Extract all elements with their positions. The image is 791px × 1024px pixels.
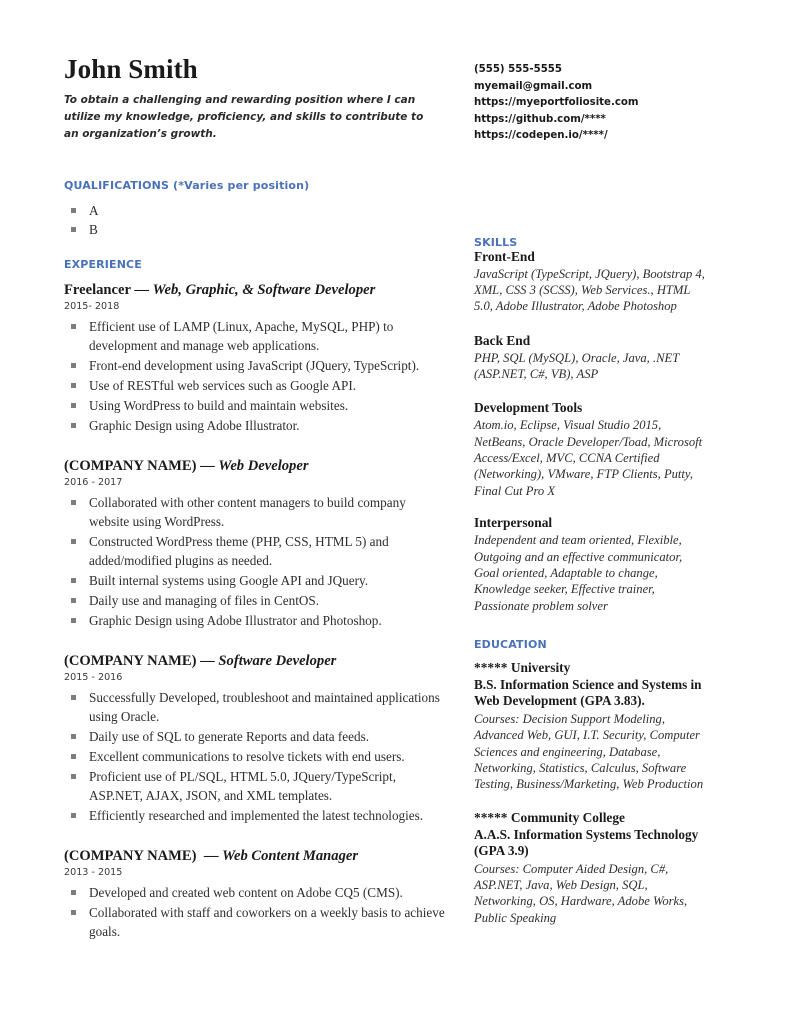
- list-item: Efficient use of LAMP (Linux, Apache, MySQL, PHP) to development and manage web applications.: [64, 317, 446, 355]
- skill-group-body: Independent and team oriented, Flexible, Outgoing and an effective communicator, Goal oriented, Adaptable to change, Knowledge seeker, Effective trainer, Passionate problem solver: [474, 533, 683, 613]
- page-title: John Smith: [64, 54, 198, 84]
- job-title: [64, 458, 446, 475]
- education-heading: EDUCATION: [474, 637, 547, 651]
- list-item: Developed and created web content on Adobe CQ5 (CMS).: [64, 883, 446, 902]
- skills-heading: SKILLS: [474, 235, 518, 249]
- job-dates: 2015- 2018: [64, 301, 120, 313]
- education-school: ***** Community College: [474, 809, 626, 825]
- job-title: [64, 653, 446, 670]
- list-item: Collaborated with other content managers to build company website using WordPress.: [64, 493, 446, 531]
- job-dates: 2016 - 2017: [64, 477, 123, 489]
- list-item: A: [64, 201, 446, 220]
- job-bullets: [64, 883, 446, 941]
- skill-group-body: JavaScript (TypeScript, JQuery), Bootstrap 4, XML, CSS 3 (SCSS), Web Services., HTML 5.0, Adobe Illustrator, Adobe Photoshop: [474, 266, 705, 314]
- job-company: (COMPANY NAME): [64, 848, 197, 865]
- education-section: [474, 638, 706, 926]
- skill-group-name: Back End: [474, 332, 531, 348]
- list-item: Efficiently researched and implemented the latest technologies.: [64, 806, 446, 825]
- list-item: Graphic Design using Adobe Illustrator.: [64, 416, 446, 435]
- experience-entry: [64, 458, 446, 630]
- job-company: Freelancer: [64, 282, 131, 299]
- skill-group-name: Interpersonal: [474, 515, 553, 531]
- contact-codepen-link[interactable]: https://codepen.io/****/: [474, 130, 608, 142]
- job-role: Software Developer: [218, 653, 337, 670]
- list-item: Proficient use of PL/SQL, HTML 5.0, JQuery/TypeScript, ASP.NET, AJAX, JSON, and XML templates.: [64, 767, 446, 805]
- skill-group-front-end: [474, 249, 706, 315]
- skill-group-interpersonal: [474, 515, 706, 614]
- education-degree: A.A.S. Information Systems Technology (GPA 3.9): [474, 826, 699, 859]
- right-column: [474, 62, 706, 940]
- job-title: [64, 848, 446, 865]
- contact-email[interactable]: myemail@gmail.com: [474, 80, 593, 92]
- list-item: Excellent communications to resolve tickets with end users.: [64, 747, 446, 766]
- job-company: (COMPANY NAME): [64, 458, 197, 475]
- job-role: Web Content Manager: [222, 848, 359, 865]
- skill-group-back-end: [474, 333, 706, 383]
- experience-entry: [64, 282, 446, 435]
- list-item: Collaborated with staff and coworkers on a weekly basis to achieve goals.: [64, 903, 446, 941]
- job-bullets: [64, 493, 446, 630]
- left-column: [64, 55, 446, 942]
- job-role: Web, Graphic, & Software Developer: [152, 282, 376, 299]
- education-courses: Courses: Decision Support Modeling, Advanced Web, GUI, I.T. Security, Computer Sciences and engineering, Database, Networking, Statistics, Calculus, Software Testing, Business/Marketing, Web Production: [474, 711, 704, 792]
- skill-group-body: Atom.io, Eclipse, Visual Studio 2015, NetBeans, Oracle Developer/Toad, Microsoft Access/Excel, MVC, CCNA Certified (Networking), VMware, FTP Clients, Putty, Final Cut Pro X: [474, 418, 703, 498]
- list-item: Daily use of SQL to generate Reports and data feeds.: [64, 727, 446, 746]
- list-item: Successfully Developed, troubleshoot and maintained applications using Oracle.: [64, 688, 446, 726]
- job-separator: —: [130, 282, 153, 299]
- list-item: Daily use and managing of files in CentOS.: [64, 591, 446, 610]
- qualifications-section: [64, 179, 446, 239]
- job-separator: —: [196, 458, 219, 475]
- education-courses: Courses: Computer Aided Design, C#, ASP.NET, Java, Web Design, SQL, Networking, OS, Hardware, Adobe Works, Public Speaking: [474, 861, 688, 925]
- education-degree: B.S. Information Science and Systems in Web Development (GPA 3.83).: [474, 676, 702, 709]
- job-title: [64, 282, 446, 299]
- qualifications-heading: QUALIFICATIONS (*Varies per position): [64, 179, 310, 193]
- contact-phone: (555) 555-5555: [474, 64, 562, 75]
- objective-statement: To obtain a challenging and rewarding position where I can utilize my knowledge, proficiency, and skills to contribute to an organization’s growth.: [64, 94, 424, 141]
- list-item: Graphic Design using Adobe Illustrator and Photoshop.: [64, 611, 446, 630]
- contact-portfolio-link[interactable]: https://myeportfoliosite.com: [474, 97, 639, 109]
- list-item: Front-end development using JavaScript (JQuery, TypeScript).: [64, 356, 446, 375]
- job-bullets: [64, 317, 446, 435]
- job-bullets: [64, 688, 446, 825]
- job-dates: 2013 - 2015: [64, 867, 123, 879]
- skills-section: [474, 236, 706, 614]
- contact-github-link[interactable]: https://github.com/****: [474, 113, 606, 125]
- experience-heading: EXPERIENCE: [64, 258, 142, 272]
- list-item: Use of RESTful web services such as Google API.: [64, 376, 446, 395]
- job-separator: —: [196, 848, 223, 865]
- job-company: (COMPANY NAME): [64, 653, 197, 670]
- experience-entry: [64, 848, 446, 941]
- skill-group-body: PHP, SQL (MySQL), Oracle, Java, .NET (ASP.NET, C#, VB), ASP: [474, 350, 679, 382]
- education-entry: [474, 660, 706, 793]
- education-entry: [474, 810, 706, 926]
- experience-section: [64, 258, 446, 941]
- contact-block: [474, 62, 706, 145]
- job-separator: —: [196, 653, 219, 670]
- list-item: Using WordPress to build and maintain websites.: [64, 396, 446, 415]
- skill-group-name: Front-End: [474, 248, 535, 264]
- list-item: B: [64, 220, 446, 239]
- job-dates: 2015 - 2016: [64, 672, 123, 684]
- skill-group-development-tools: [474, 400, 706, 499]
- experience-entry: [64, 653, 446, 825]
- qualifications-list: [64, 201, 446, 239]
- job-role: Web Developer: [218, 458, 309, 475]
- list-item: Constructed WordPress theme (PHP, CSS, HTML 5) and added/modified plugins as needed.: [64, 532, 446, 570]
- list-item: Built internal systems using Google API and JQuery.: [64, 571, 446, 590]
- education-school: ***** University: [474, 659, 571, 675]
- skill-group-name: Development Tools: [474, 400, 583, 416]
